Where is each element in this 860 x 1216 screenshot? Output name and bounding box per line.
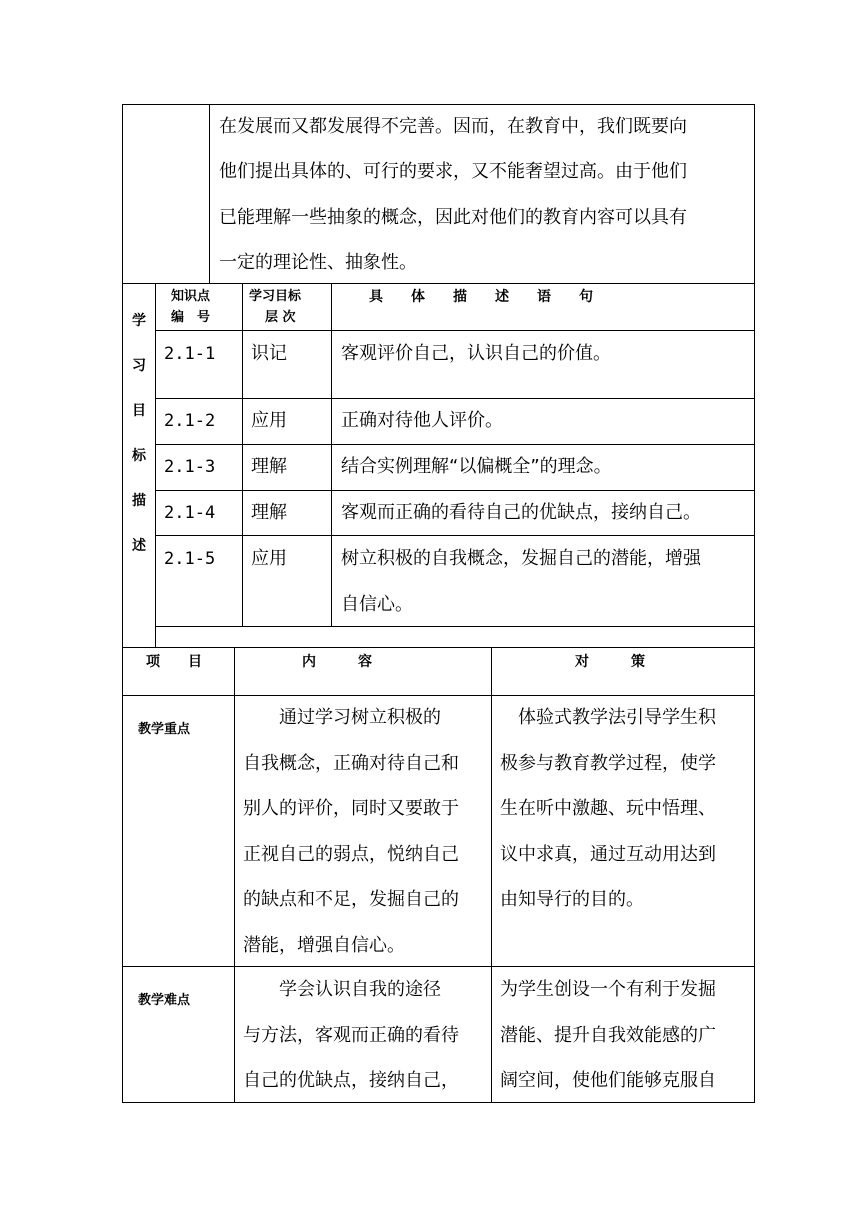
rule [122, 695, 755, 696]
rule [122, 104, 755, 105]
rule [122, 104, 123, 284]
rule [155, 398, 755, 399]
rule [331, 283, 332, 627]
objective-desc: 客观而正确的看待自己的优缺点，接纳自己。 [341, 502, 701, 523]
objective-level: 理解 [251, 456, 287, 477]
objective-desc: 树立积极的自我概念，发掘自己的潜能，增强 [341, 548, 701, 569]
content-line: 自我概念，正确对待自己和 [243, 753, 459, 774]
header-code: 知识点 [171, 289, 211, 304]
strategy-line: 生在听中激趣、玩中悟理、 [500, 798, 716, 819]
intro-line: 他们提出具体的、可行的要求，又不能奢望过高。由于他们 [219, 161, 687, 182]
strategy-line: 议中求真，通过互动用达到 [500, 844, 716, 865]
intro-line: 一定的理论性、抽象性。 [219, 252, 417, 273]
rule [122, 1102, 755, 1103]
strategy-line: 阔空间，使他们能够克服自 [500, 1070, 716, 1091]
content-line: 与方法，客观而正确的看待 [243, 1025, 459, 1046]
objective-code: 2.1-5 [164, 549, 216, 569]
strategy-line: 体验式教学法引导学生积 [500, 707, 716, 728]
rule [122, 647, 755, 648]
rule [234, 647, 235, 1103]
rule [155, 535, 755, 536]
rule [122, 283, 123, 647]
objective-level: 识记 [251, 343, 287, 364]
header-level: 层 次 [265, 310, 296, 325]
intro-line: 在发展而又都发展得不完善。因而，在教育中，我们既要向 [219, 116, 687, 137]
strategy-line: 由知导行的目的。 [500, 889, 644, 910]
objective-code: 2.1-2 [164, 411, 216, 431]
side-label-char: 习 [132, 358, 146, 374]
side-label-char: 学 [132, 313, 146, 329]
header-code: 编 号 [171, 310, 211, 325]
side-label-char: 述 [132, 538, 146, 554]
rule [155, 626, 755, 627]
row-item: 教学难点 [138, 993, 191, 1008]
rule [491, 647, 492, 1103]
content-line: 通过学习树立积极的 [243, 707, 441, 728]
header-item: 项 目 [146, 654, 202, 670]
strategy-line: 潜能、提升自我效能感的广 [500, 1025, 716, 1046]
header-level: 学习目标 [249, 289, 302, 304]
row-item: 教学重点 [138, 722, 191, 737]
strategy-line: 为学生创设一个有利于发掘 [500, 979, 716, 1000]
header-strategy: 对 策 [575, 654, 645, 670]
objective-desc: 正确对待他人评价。 [341, 410, 503, 431]
objective-code: 2.1-3 [164, 457, 216, 477]
content-line: 学会认识自我的途径 [243, 979, 441, 1000]
content-line: 的缺点和不足，发掘自己的 [243, 889, 459, 910]
content-line: 潜能，增强自信心。 [243, 935, 405, 956]
side-label-char: 标 [132, 448, 146, 464]
objective-code: 2.1-4 [164, 503, 216, 523]
side-label-char: 目 [132, 403, 146, 419]
intro-line: 已能理解一些抽象的概念，因此对他们的教育内容可以具有 [219, 207, 687, 228]
objective-level: 应用 [251, 410, 287, 431]
rule [242, 283, 243, 627]
rule [122, 647, 123, 1103]
rule [122, 966, 755, 967]
objective-desc: 结合实例理解“以偏概全”的理念。 [341, 456, 612, 477]
content-line: 正视自己的弱点，悦纳自己 [243, 844, 459, 865]
objective-level: 应用 [251, 548, 287, 569]
objective-desc: 自信心。 [341, 594, 413, 615]
header-description: 具 体 描 述 语 句 [369, 289, 593, 305]
rule [122, 283, 755, 284]
strategy-line: 极参与教育教学过程，使学 [500, 753, 716, 774]
rule [155, 330, 755, 331]
side-label-char: 描 [132, 493, 146, 509]
objective-desc: 客观评价自己，认识自己的价值。 [341, 343, 611, 364]
objective-level: 理解 [251, 502, 287, 523]
objective-code: 2.1-1 [164, 344, 216, 364]
content-line: 别人的评价，同时又要敢于 [243, 798, 459, 819]
rule [155, 444, 755, 445]
rule [155, 283, 156, 647]
content-line: 自己的优缺点，接纳自己， [243, 1070, 459, 1091]
rule [754, 283, 755, 647]
rule [155, 490, 755, 491]
rule [754, 647, 755, 1103]
header-content: 内 容 [302, 654, 372, 670]
rule [209, 104, 210, 284]
rule [754, 104, 755, 284]
